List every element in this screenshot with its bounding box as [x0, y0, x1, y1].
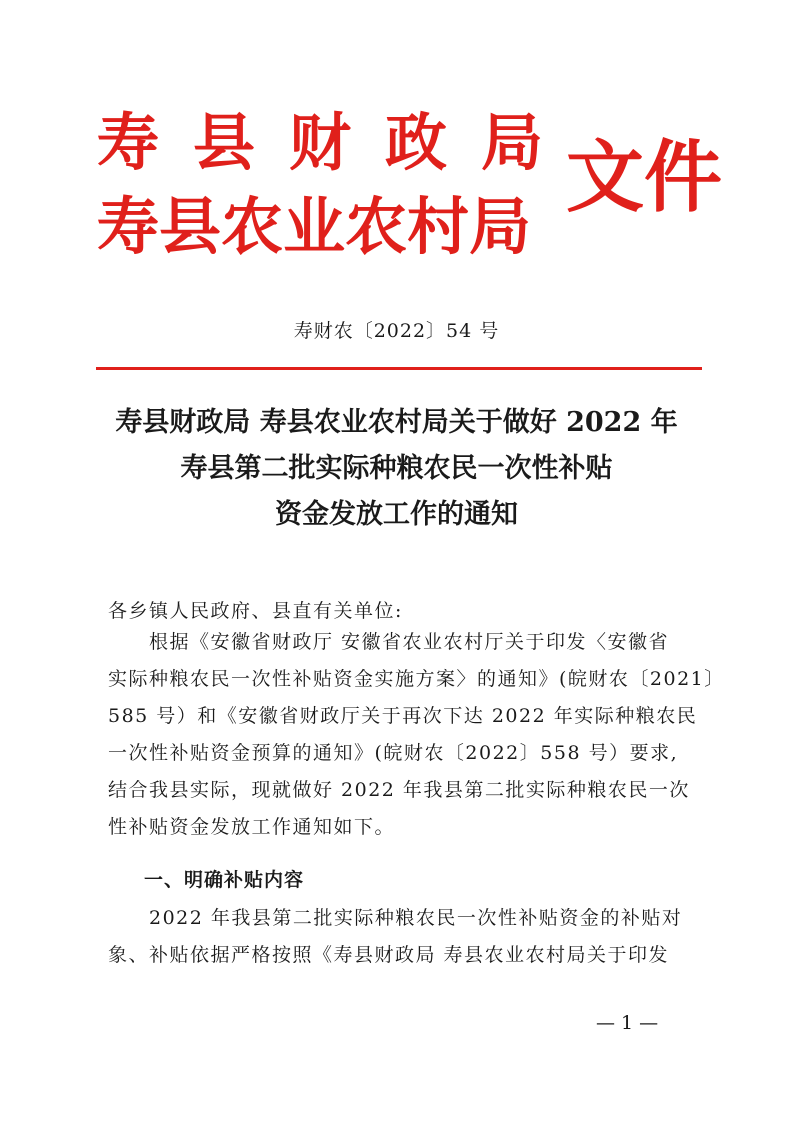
paragraph-1	[108, 624, 725, 846]
paragraph-line: 585 号）和《安徽省财政厅关于再次下达 2022 年实际种粮农民	[108, 705, 698, 727]
document-title	[0, 400, 793, 538]
red-divider-line	[96, 367, 702, 370]
document-type-label: 文件	[566, 132, 723, 223]
issuer-agriculture-bureau: 寿县农业农村局	[97, 190, 532, 263]
paragraph-line: 结合我县实际，现就做好 2022 年我县第二批实际种粮农民一次	[108, 779, 690, 801]
paragraph-line: 根据《安徽省财政厅 安徽省农业农村厅关于印发〈安徽省	[108, 631, 670, 653]
page-number: — 1 —	[596, 1012, 659, 1034]
document-number: 寿财农〔2022〕54 号	[293, 320, 500, 342]
section-heading-1: 一、明确补贴内容	[144, 869, 305, 891]
title-line-2: 寿县第二批实际种粮农民一次性补贴	[180, 453, 613, 484]
title-line-3: 资金发放工作的通知	[275, 499, 518, 530]
issuer-finance-bureau: 寿县财政局	[97, 106, 578, 179]
paragraph-line: 一次性补贴资金预算的通知》(皖财农〔2022〕558 号）要求,	[108, 742, 679, 764]
paragraph-line: 2022 年我县第二批实际种粮农民一次性补贴资金的补贴对	[108, 907, 683, 929]
paragraph-line: 象、补贴依据严格按照《寿县财政局 寿县农业农村局关于印发	[108, 944, 670, 966]
paragraph-2	[108, 900, 698, 974]
paragraph-line: 实际种粮农民一次性补贴资金实施方案〉的通知》(皖财农〔2021〕	[108, 668, 725, 690]
salutation: 各乡镇人民政府、县直有关单位:	[108, 600, 403, 622]
title-line-1: 寿县财政局 寿县农业农村局关于做好 2022 年	[115, 407, 678, 438]
paragraph-line: 性补贴资金发放工作通知如下。	[108, 816, 396, 838]
